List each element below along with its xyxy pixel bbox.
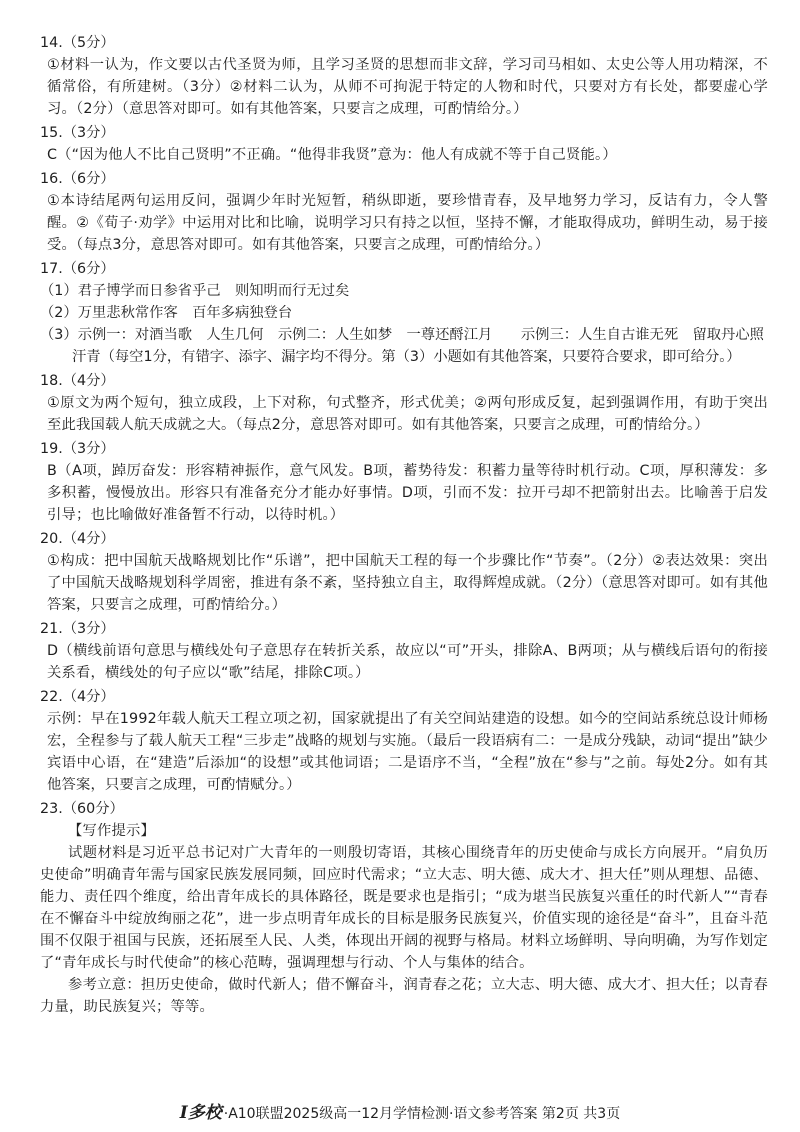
question-21 (40, 618, 768, 684)
brand-logo: I多校 (179, 1103, 222, 1123)
question-heading: 21.（3分） (40, 621, 115, 637)
question-heading: 14.（5分） (40, 35, 115, 51)
answer-page (40, 30, 768, 1018)
question-heading: 17.（6分） (40, 261, 115, 277)
question-20 (40, 528, 768, 616)
question-16 (40, 168, 768, 256)
answer-item: （1）君子博学而日参省乎己 则知明而行无过矣 (40, 283, 350, 299)
question-19 (40, 438, 768, 526)
answer-text: D（横线前语句意思与横线处句子意思存在转折关系，故应以“可”开头，排除A、B两项；从与横线后语句的衔接关系看，横线处的句子应以“歌”结尾，排除C项。） (47, 643, 768, 681)
question-18 (40, 370, 768, 436)
reference-ideas: 参考立意：担历史使命，做时代新人；借不懈奋斗，润青春之花；立大志、明大德、成大才、担大任；以青春力量，助民族复兴；等等。 (40, 977, 768, 1015)
question-heading: 20.（4分） (40, 531, 115, 547)
footer-text: ·A10联盟2025级高一12月学情检测·语文参考答案 第2页 共3页 (223, 1106, 621, 1122)
question-15 (40, 122, 768, 166)
question-heading: 18.（4分） (40, 373, 115, 389)
question-heading: 19.（3分） (40, 441, 115, 457)
answer-text: ①材料一认为，作文要以古代圣贤为师，且学习圣贤的思想而非文辞，学习司马相如、太史公等人用功精深，不循常俗，有所建树。（3分）②材料二认为，从师不可拘泥于特定的人物和时代，只要对方有长处，都要虚心学习。（2分）（意思答对即可。如有其他答案，只要言之成理，可酌情给分。） (47, 57, 768, 117)
question-heading: 23.（60分） (40, 801, 124, 817)
answer-item: （2）万里悲秋常作客 百年多病独登台 (40, 305, 293, 321)
answer-text: B（A项，踔厉奋发：形容精神振作，意气风发。B项，蓄势待发：积蓄力量等待时机行动。C项，厚积薄发：多多积蓄，慢慢放出。形容只有准备充分才能办好事情。D项，引而不发：拉开弓却不把箭射出去。比喻善于启发引导；也比喻做好准备暂不行动，以待时机。） (47, 463, 768, 523)
answer-item: （3）示例一：对酒当歌 人生几何 示例二：人生如梦 一尊还酹江月 示例三：人生自古谁无死 留取丹心照汗青（每空1分，有错字、添字、漏字均不得分。第（3）小题如有其他答案，只要符合要求，即可给分。） (40, 327, 764, 365)
question-22 (40, 686, 768, 796)
writing-tip-title: 【写作提示】 (68, 823, 155, 839)
writing-tip-text: 试题材料是习近平总书记对广大青年的一则殷切寄语，其核心围绕青年的历史使命与成长方向展开。“肩负历史使命”明确青年需与国家民族发展同频，回应时代需求；“立大志、明大德、成大才、担大任”则从理想、品德、能力、责任四个维度，给出青年成长的具体路径，既是要求也是指引；“成为堪当民族复兴重任的时代新人”“青春在不懈奋斗中绽放绚丽之花”，进一步点明青年成长的目标是服务民族复兴，价值实现的途径是“奋斗”，且奋斗范围不仅限于祖国与民族，还拓展至人民、人类，体现出开阔的视野与格局。材料立场鲜明、导向明确，为写作划定了“青年成长与时代使命”的核心范畴，强调理想与行动、个人与集体的结合。 (40, 845, 768, 971)
answer-text: ①原文为两个短句，独立成段，上下对称，句式整齐，形式优美；②两句形成反复，起到强调作用，有助于突出至此我国载人航天成就之大。（每点2分，意思答对即可。如有其他答案，只要言之成理，可酌情给分。） (47, 395, 768, 433)
question-17 (40, 258, 768, 368)
answer-text: ①本诗结尾两句运用反问，强调少年时光短暂，稍纵即逝，要珍惜青春，及早地努力学习，反诘有力，令人警醒。②《荀子·劝学》中运用对比和比喻，说明学习只有持之以恒，坚持不懈，才能取得成功，鲜明生动，易于接受。（每点3分，意思答对即可。如有其他答案，只要言之成理，可酌情给分。） (47, 193, 768, 253)
question-14 (40, 32, 768, 120)
question-heading: 22.（4分） (40, 689, 115, 705)
question-heading: 16.（6分） (40, 171, 115, 187)
answer-text: ①构成：把中国航天战略规划比作“乐谱”，把中国航天工程的每一个步骤比作“节奏”。（2分）②表达效果：突出了中国航天战略规划科学周密，推进有条不紊，坚持独立自主，取得辉煌成就。（2分）（意思答对即可。如有其他答案，只要言之成理，可酌情给分。） (47, 553, 768, 613)
question-heading: 15.（3分） (40, 125, 115, 141)
answer-text: 示例：早在1992年载人航天工程立项之初，国家就提出了有关空间站建造的设想。如今的空间站系统总设计师杨宏，全程参与了载人航天工程“三步走”战略的规划与实施。（最后一段语病有二：一是成分残缺，动词“提出”缺少宾语中心语，在“建造”后添加“的设想”或其他词语；二是语序不当，“全程”放在“参与”之前。每处2分。如有其他答案，只要言之成理，可酌情赋分。） (47, 711, 768, 793)
page-footer (0, 1104, 800, 1123)
question-23 (40, 798, 768, 1018)
answer-text: C（“因为他人不比自己贤明”不正确。“他得非我贤”意为：他人有成就不等于自己贤能。） (47, 147, 617, 163)
